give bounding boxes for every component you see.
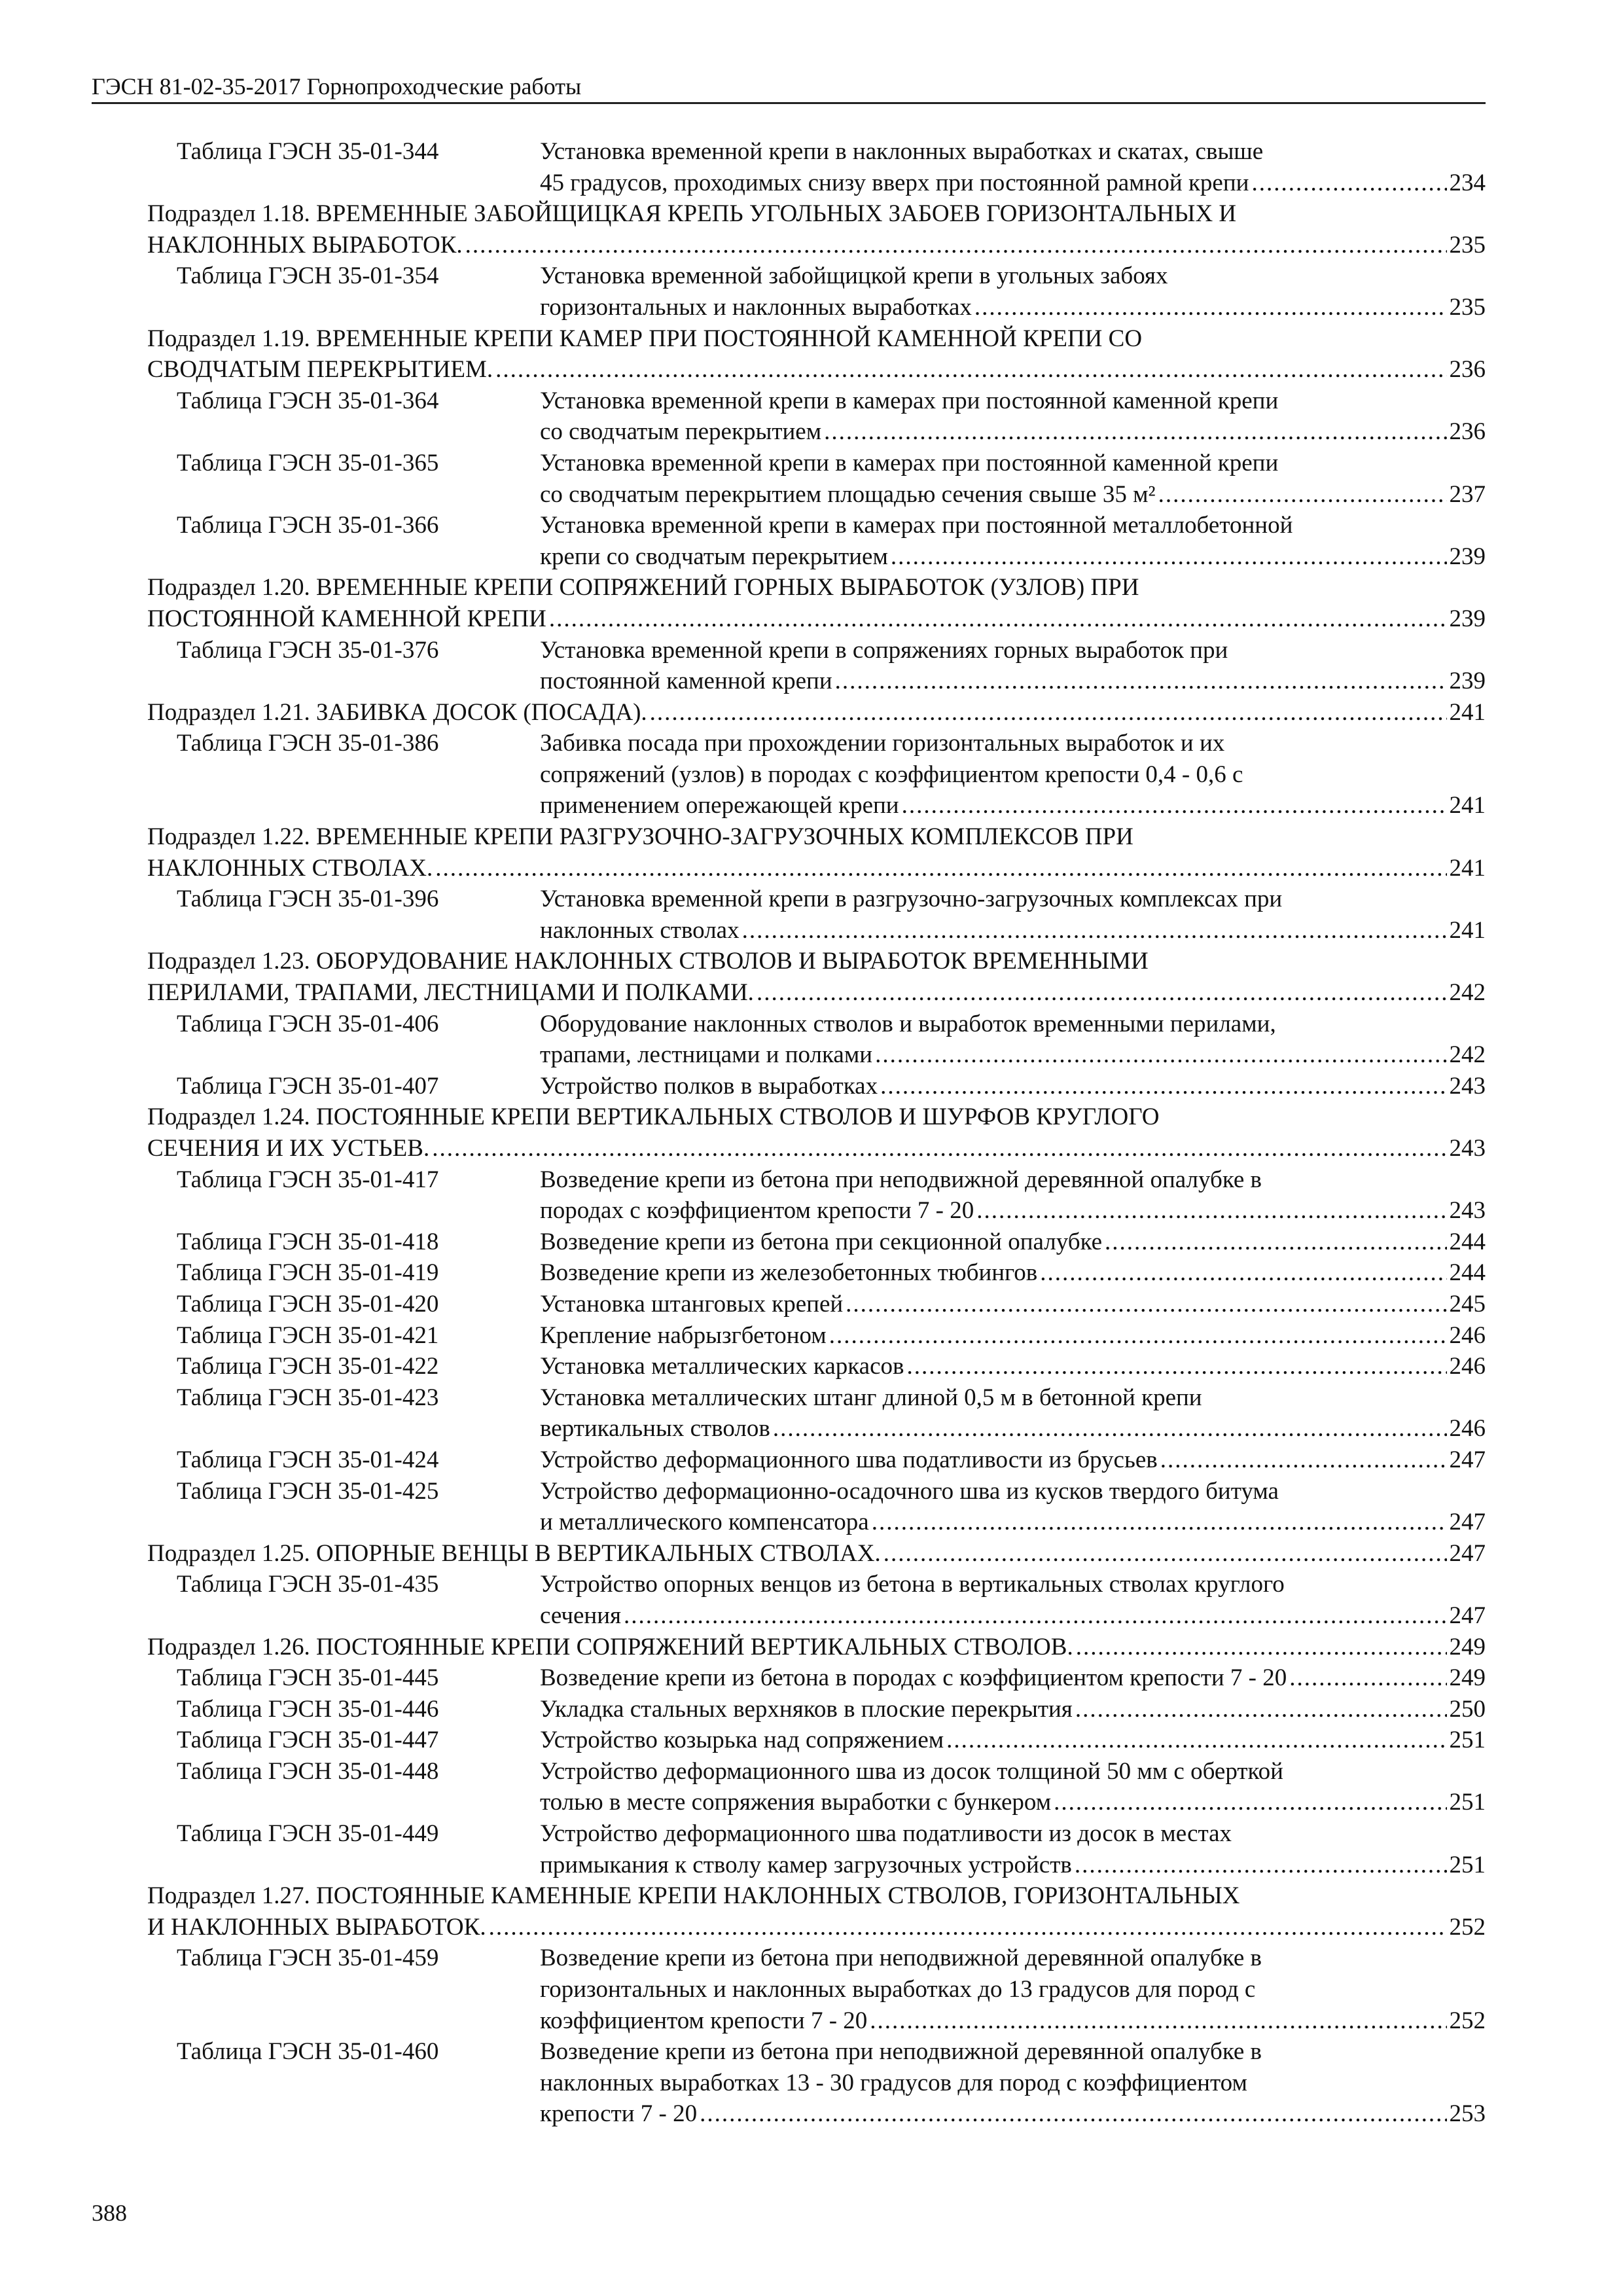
page-ref: 243 [1449,1135,1486,1162]
dot-leader [1040,1257,1446,1289]
document-title: ГЭСН 81-02-35-2017 Горнопроходческие работы [92,73,582,99]
table-description [540,1694,1486,1725]
page-ref: 244 [1449,1259,1486,1287]
dot-leader [946,1725,1446,1756]
toc-line [540,1694,1486,1725]
page-ref: 247 [1449,1446,1486,1473]
table-label: Таблица ГЭСН 35-01-423 [177,1384,439,1411]
table-label: Таблица ГЭСН 35-01-418 [177,1228,439,1255]
table-description [540,1289,1486,1320]
description-line: сечения [540,1602,622,1629]
toc-line [540,416,1486,448]
subsection-title-line: ПЕРИЛАМИ, ТРАПАМИ, ЛЕСТНИЦАМИ И ПОЛКАМИ. [147,979,754,1007]
table-label: Таблица ГЭСН 35-01-446 [177,1695,439,1723]
toc-line [540,1227,1486,1258]
subsection-title-line: НАКЛОННЫХ СТВОЛАХ. [147,854,433,882]
description-line: Забивка посада при прохождении горизонтальных выработок и их [540,730,1225,757]
toc-table-entry [147,1071,1486,1102]
table-label: Таблица ГЭСН 35-01-435 [177,1571,439,1598]
dot-leader [1158,479,1447,511]
toc-line [147,1912,1486,1943]
page-ref: 246 [1449,1415,1486,1443]
description-line: Установка штанговых крепей [540,1290,844,1318]
table-description [540,386,1486,448]
toc-subsection-entry [147,198,1486,260]
toc-subsection-entry [147,1538,1486,1570]
description-line: Установка металлических каркасов [540,1353,904,1380]
description-line: Устройство деформационно-осадочного шва из кусков твердого битума [540,1477,1279,1505]
dot-leader [465,230,1447,261]
subsection-title-line: Подраздел 1.23. ОБОРУДОВАНИЕ НАКЛОННЫХ СТВОЛОВ И ВЫРАБОТОК ВРЕМЕННЫМИ [147,948,1149,975]
page-ref: 239 [1449,543,1486,570]
dot-leader [435,853,1446,884]
description-line: Установка временной крепи в камерах при постоянной каменной крепи [540,449,1279,476]
dot-leader [1160,1444,1447,1476]
dot-leader [1105,1227,1446,1258]
toc-table-entry [147,1257,1486,1289]
toc-subsection-entry [147,697,1486,728]
table-label: Таблица ГЭСН 35-01-449 [177,1820,439,1848]
table-label: Таблица ГЭСН 35-01-406 [177,1010,439,1037]
page-ref: 247 [1449,1509,1486,1536]
dot-leader [829,1320,1447,1352]
table-description [540,884,1486,946]
page-ref: 246 [1449,1353,1486,1380]
dot-leader [870,2005,1446,2037]
page-ref: 250 [1449,1695,1486,1723]
description-line: крепости 7 - 20 [540,2100,698,2128]
table-label: Таблица ГЭСН 35-01-396 [177,886,439,913]
subsection-title-line: Подраздел 1.18. ВРЕМЕННЫЕ ЗАБОЙЩИЦКАЯ КРЕПЬ УГОЛЬНЫХ ЗАБОЕВ ГОРИЗОНТАЛЬНЫХ И [147,200,1237,228]
table-label: Таблица ГЭСН 35-01-420 [177,1290,439,1318]
page-ref: 251 [1449,1851,1486,1878]
page-ref: 239 [1449,668,1486,695]
description-line: и металлического компенсатора [540,1509,869,1536]
description-line: Возведение крепи из бетона при неподвижной деревянной опалубке в [540,2038,1262,2066]
page-ref: 246 [1449,1321,1486,1349]
description-line: примыкания к стволу камер загрузочных устройств [540,1851,1072,1878]
toc-table-entry [147,1227,1486,1258]
toc-line [540,1257,1486,1289]
table-label: Таблица ГЭСН 35-01-366 [177,512,439,539]
table-description [540,1943,1486,2036]
toc-line [147,853,1486,884]
toc-table-entry [147,1569,1486,1631]
dot-leader [883,1538,1447,1570]
dot-leader [1054,1787,1446,1818]
page-ref: 237 [1449,480,1486,508]
subsection-title-line: Подраздел 1.21. ЗАБИВКА ДОСОК (ПОСАДА). [147,698,647,726]
subsection-title-line: Подраздел 1.19. ВРЕМЕННЫЕ КРЕПИ КАМЕР ПРИ ПОСТОЯННОЙ КАМЕННОЙ КРЕПИ СО [147,325,1143,352]
subsection-title-line: ПОСТОЯННОЙ КАМЕННОЙ КРЕПИ [147,605,546,632]
toc-table-entry [147,448,1486,510]
toc-line [540,666,1486,697]
toc-line [147,1632,1486,1663]
description-line: со сводчатым перекрытием площадью сечения свыше 35 м² [540,480,1156,508]
toc-table-entry [147,136,1486,198]
table-description [540,1071,1486,1102]
table-label: Таблица ГЭСН 35-01-422 [177,1353,439,1380]
toc-line [540,1507,1486,1538]
table-description [540,1164,1486,1227]
page-ref: 241 [1449,854,1486,882]
toc-line [540,1850,1486,1881]
dot-leader [846,1289,1446,1320]
toc-table-entry [147,386,1486,448]
page-ref: 243 [1449,1072,1486,1100]
dot-leader [1076,1632,1447,1663]
toc-line [540,1787,1486,1818]
page-ref: 241 [1449,698,1486,726]
toc-table-entry [147,1943,1486,2036]
toc-line [540,2005,1486,2037]
toc-line [540,479,1486,511]
table-description [540,728,1486,821]
table-description [540,260,1486,323]
toc-line [147,977,1486,1009]
page-ref: 251 [1449,1789,1486,1816]
table-label: Таблица ГЭСН 35-01-417 [177,1166,439,1193]
table-description [540,1444,1486,1476]
toc-line [147,1133,1486,1164]
toc-line [540,1662,1486,1694]
description-line: Возведение крепи из бетона при секционной опалубке [540,1228,1103,1255]
toc-subsection-entry [147,1632,1486,1663]
description-line: Возведение крепи из бетона при неподвижной деревянной опалубке в [540,1945,1262,1972]
page-ref: 242 [1449,979,1486,1007]
dot-leader [875,1039,1446,1071]
dot-leader [891,541,1447,573]
subsection-title-line: НАКЛОННЫХ ВЫРАБОТОК. [147,231,463,259]
toc-line [540,915,1486,946]
table-label: Таблица ГЭСН 35-01-344 [177,138,439,165]
subsection-title-line: СЕЧЕНИЯ И ИХ УСТЬЕВ. [147,1135,430,1162]
toc-table-entry [147,1662,1486,1694]
description-line: наклонных выработках 13 - 30 градусов для пород с коэффициентом [540,2069,1247,2096]
toc-line [540,541,1486,573]
page-ref: 247 [1449,1539,1486,1567]
toc-table-entry [147,884,1486,946]
description-line: Крепление набрызгбетоном [540,1321,827,1349]
description-line: Устройство опорных венцов из бетона в вертикальных стволах круглого [540,1571,1285,1598]
toc-table-entry [147,1725,1486,1756]
table-description [540,1756,1486,1818]
table-description [540,1257,1486,1289]
table-label: Таблица ГЭСН 35-01-354 [177,262,439,290]
description-line: толью в месте сопряжения выработки с бункером [540,1789,1052,1816]
description-line: Возведение крепи из бетона при неподвижной деревянной опалубке в [540,1166,1262,1193]
subsection-title-line: И НАКЛОННЫХ ВЫРАБОТОК. [147,1913,486,1941]
description-line: горизонтальных и наклонных выработках до 13 градусов для пород с [540,1976,1256,2003]
table-description [540,1725,1486,1756]
description-line: Установка временной крепи в наклонных выработках и скатах, свыше [540,138,1264,165]
page-ref: 244 [1449,1228,1486,1255]
toc-subsection-entry [147,1880,1486,1943]
dot-leader [650,697,1447,728]
dot-leader [974,292,1447,323]
page-ref: 249 [1449,1633,1486,1660]
table-description [540,1569,1486,1631]
page-ref: 252 [1449,2007,1486,2034]
toc-line [540,1351,1486,1382]
toc-line [540,168,1486,199]
dot-leader [1075,1694,1447,1725]
page-ref: 236 [1449,418,1486,446]
toc-line [540,1413,1486,1444]
dot-leader [773,1413,1447,1444]
toc-table-entry [147,1009,1486,1071]
toc-line [540,1600,1486,1632]
table-description [540,1818,1486,1880]
description-line: Возведение крепи из бетона в породах с коэффициентом крепости 7 - 20 [540,1664,1287,1692]
dot-leader [824,416,1446,448]
description-line: Установка временной забойщицкой крепи в угольных забоях [540,262,1168,290]
toc-table-entry [147,260,1486,323]
toc-line [540,1320,1486,1352]
subsection-title-line: Подраздел 1.27. ПОСТОЯННЫЕ КАМЕННЫЕ КРЕПИ НАКЛОННЫХ СТВОЛОВ, ГОРИЗОНТАЛЬНЫХ [147,1882,1240,1910]
toc-table-entry [147,1289,1486,1320]
toc-table-entry [147,2036,1486,2130]
description-line: Устройство козырька над сопряжением [540,1727,944,1754]
description-line: Установка металлических штанг длиной 0,5 м в бетонной крепи [540,1384,1202,1411]
subsection-title-line: Подраздел 1.22. ВРЕМЕННЫЕ КРЕПИ РАЗГРУЗОЧНО-ЗАГРУЗОЧНЫХ КОМПЛЕКСОВ ПРИ [147,823,1133,851]
toc-line [540,1071,1486,1102]
dot-leader [742,915,1447,946]
toc-line [540,1289,1486,1320]
dot-leader [902,790,1447,821]
description-line: Установка временной крепи в камерах при постоянной металлобетонной [540,512,1293,539]
description-line: коэффициентом крепости 7 - 20 [540,2007,868,2034]
subsection-title-line: СВОДЧАТЫМ ПЕРЕКРЫТИЕМ. [147,356,493,384]
page-ref: 251 [1449,1727,1486,1754]
toc-line [540,292,1486,323]
toc-line [540,1039,1486,1071]
description-line: Установка временной крепи в сопряжениях горных выработок при [540,636,1228,664]
toc-line [540,1444,1486,1476]
page-ref: 253 [1449,2100,1486,2128]
table-label: Таблица ГЭСН 35-01-421 [177,1321,439,1349]
table-label: Таблица ГЭСН 35-01-445 [177,1664,439,1692]
toc-subsection-entry [147,323,1486,386]
description-line: Устройство полков в выработках [540,1072,878,1100]
toc-line [147,697,1486,728]
description-line: Оборудование наклонных стволов и выработок временными перилами, [540,1010,1276,1037]
table-description [540,1476,1486,1538]
table-label: Таблица ГЭСН 35-01-419 [177,1259,439,1287]
page-number: 388 [92,2200,127,2226]
toc-line [147,230,1486,261]
table-label: Таблица ГЭСН 35-01-365 [177,449,439,476]
toc-subsection-entry [147,1102,1486,1164]
toc-line [540,1725,1486,1756]
page-ref: 247 [1449,1602,1486,1629]
table-label: Таблица ГЭСН 35-01-407 [177,1072,439,1100]
toc-line [147,1538,1486,1570]
toc-table-entry [147,1351,1486,1382]
table-description [540,1662,1486,1694]
page-ref: 252 [1449,1913,1486,1941]
toc-table-entry [147,1476,1486,1538]
toc-line [540,790,1486,821]
table-description [540,136,1486,198]
subsection-title-line: Подраздел 1.24. ПОСТОЯННЫЕ КРЕПИ ВЕРТИКАЛЬНЫХ СТВОЛОВ И ШУРФОВ КРУГЛОГО [147,1103,1160,1131]
description-line: породах с коэффициентом крепости 7 - 20 [540,1197,974,1225]
description-line: крепи со сводчатым перекрытием [540,543,888,570]
table-label: Таблица ГЭСН 35-01-460 [177,2038,439,2066]
page-ref: 241 [1449,792,1486,819]
table-label: Таблица ГЭСН 35-01-424 [177,1446,439,1473]
dot-leader [495,354,1446,386]
description-line: 45 градусов, проходимых снизу вверх при постоянной рамной крепи [540,169,1249,196]
toc-subsection-entry [147,572,1486,634]
dot-leader [976,1195,1446,1227]
dot-leader [872,1507,1447,1538]
page-ref: 243 [1449,1197,1486,1225]
toc-table-entry [147,1382,1486,1444]
toc-table-entry [147,1444,1486,1476]
description-line: применением опережающей крепи [540,792,899,819]
toc-table-entry [147,635,1486,697]
table-label: Таблица ГЭСН 35-01-364 [177,387,439,414]
page-header [92,73,1486,104]
description-line: со сводчатым перекрытием [540,418,822,446]
dot-leader [757,977,1447,1009]
table-label: Таблица ГЭСН 35-01-425 [177,1477,439,1505]
description-line: Устройство деформационного шва из досок толщиной 50 мм с оберткой [540,1757,1283,1785]
dot-leader [1075,1850,1447,1881]
description-line: Укладка стальных верхняков в плоские перекрытия [540,1695,1073,1723]
table-label: Таблица ГЭСН 35-01-376 [177,636,439,664]
dot-leader [906,1351,1446,1382]
toc-table-entry [147,1756,1486,1818]
description-line: Установка временной крепи в разгрузочно-загрузочных комплексах при [540,886,1283,913]
toc-table-entry [147,1320,1486,1352]
table-description [540,635,1486,697]
table-label: Таблица ГЭСН 35-01-448 [177,1757,439,1785]
page-ref: 249 [1449,1664,1486,1692]
description-line: Установка временной крепи в камерах при постоянной каменной крепи [540,387,1279,414]
page-ref: 245 [1449,1290,1486,1318]
toc-line [147,354,1486,386]
table-description [540,1351,1486,1382]
page-ref: 235 [1449,231,1486,259]
description-line: горизонтальных и наклонных выработках [540,293,972,321]
toc-subsection-entry [147,821,1486,884]
table-label: Таблица ГЭСН 35-01-447 [177,1727,439,1754]
page-ref: 242 [1449,1041,1486,1069]
dot-leader [1251,168,1446,199]
dot-leader [432,1133,1446,1164]
dot-leader [835,666,1447,697]
description-line: постоянной каменной крепи [540,668,832,695]
table-description [540,1009,1486,1071]
table-description [540,2036,1486,2130]
table-label: Таблица ГЭСН 35-01-386 [177,730,439,757]
dot-leader [549,603,1447,635]
table-description [540,1382,1486,1444]
description-line: наклонных стволах [540,916,740,944]
toc-table-entry [147,1694,1486,1725]
dot-leader [700,2098,1446,2130]
page-ref: 239 [1449,605,1486,632]
subsection-title-line: Подраздел 1.25. ОПОРНЫЕ ВЕНЦЫ В ВЕРТИКАЛЬНЫХ СТВОЛАХ. [147,1539,881,1567]
description-line: Устройство деформационного шва податливости из досок в местах [540,1820,1232,1848]
page-ref: 235 [1449,293,1486,321]
page-ref: 234 [1449,169,1486,196]
page-ref: 236 [1449,356,1486,384]
subsection-title-line: Подраздел 1.26. ПОСТОЯННЫЕ КРЕПИ СОПРЯЖЕНИЙ ВЕРТИКАЛЬНЫХ СТВОЛОВ. [147,1633,1073,1660]
toc-subsection-entry [147,946,1486,1008]
description-line: Устройство деформационного шва податливости из брусьев [540,1446,1158,1473]
table-description [540,1227,1486,1258]
table-description [540,448,1486,510]
toc-table-entry [147,728,1486,821]
page-ref: 241 [1449,916,1486,944]
dot-leader [880,1071,1446,1102]
table-of-contents [147,136,1486,2130]
description-line: трапами, лестницами и полками [540,1041,873,1069]
subsection-title-line: Подраздел 1.20. ВРЕМЕННЫЕ КРЕПИ СОПРЯЖЕНИЙ ГОРНЫХ ВЫРАБОТОК (УЗЛОВ) ПРИ [147,574,1139,601]
toc-table-entry [147,1164,1486,1227]
table-description [540,510,1486,572]
toc-line [540,2098,1486,2130]
dot-leader [1289,1662,1446,1694]
toc-line [147,603,1486,635]
toc-table-entry [147,510,1486,572]
table-label: Таблица ГЭСН 35-01-459 [177,1945,439,1972]
description-line: Возведение крепи из железобетонных тюбингов [540,1259,1038,1287]
toc-line [540,1195,1486,1227]
table-description [540,1320,1486,1352]
description-line: вертикальных стволов [540,1415,770,1443]
dot-leader [624,1600,1446,1632]
description-line: сопряжений (узлов) в породах с коэффициентом крепости 0,4 - 0,6 с [540,761,1243,788]
dot-leader [489,1912,1447,1943]
toc-table-entry [147,1818,1486,1880]
